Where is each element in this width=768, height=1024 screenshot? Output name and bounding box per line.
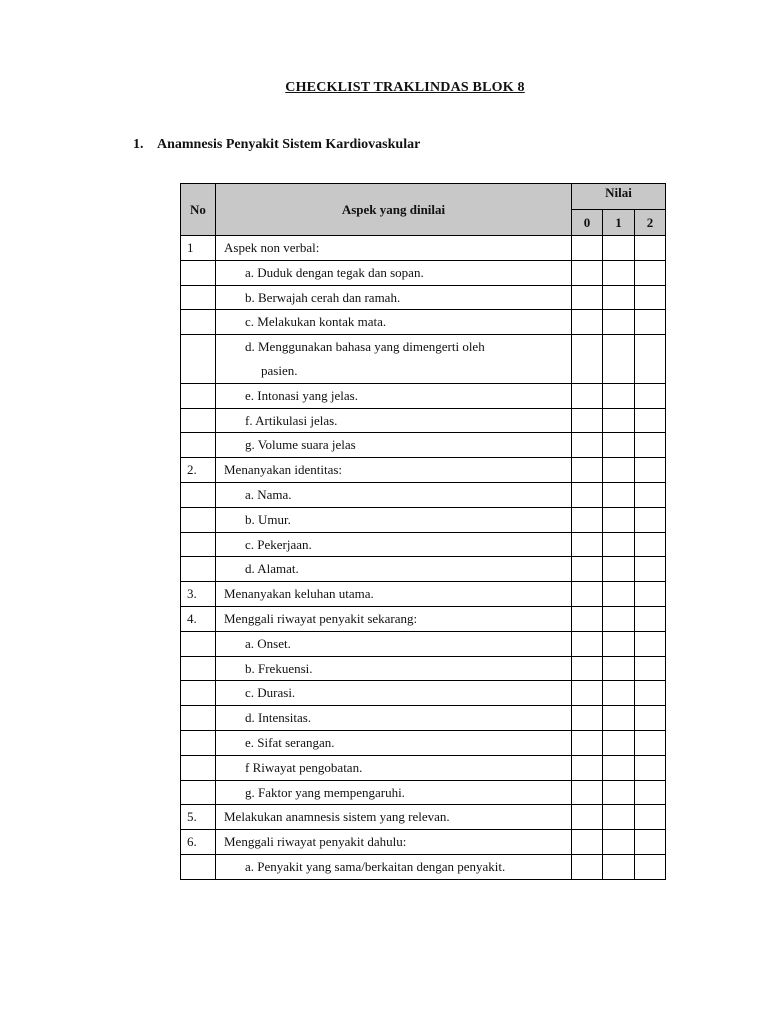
- row-aspek-text: Menanyakan keluhan utama.: [224, 586, 374, 602]
- row-number: [181, 383, 216, 408]
- row-aspek-text: Melakukan anamnesis sistem yang relevan.: [224, 809, 450, 825]
- row-aspek: [216, 310, 572, 335]
- row-aspek-text: Aspek non verbal:: [224, 240, 320, 255]
- score-cell-2[interactable]: [635, 458, 666, 483]
- row-aspek: [216, 507, 572, 532]
- row-aspek-text: a. Duduk dengan tegak dan sopan.: [245, 264, 424, 280]
- table-row: [181, 310, 666, 335]
- score-cell-0[interactable]: [572, 780, 603, 805]
- row-aspek: [216, 335, 572, 384]
- score-cell-1[interactable]: [603, 681, 635, 706]
- row-number: 4.: [181, 606, 216, 631]
- score-cell-0[interactable]: [572, 706, 603, 731]
- score-cell-2[interactable]: [635, 507, 666, 532]
- row-aspek: [216, 433, 572, 458]
- row-aspek: [216, 706, 572, 731]
- score-cell-2[interactable]: [635, 285, 666, 310]
- score-cell-2[interactable]: [635, 830, 666, 855]
- row-aspek-text: e. Intonasi yang jelas.: [245, 387, 358, 403]
- score-cell-0[interactable]: [572, 681, 603, 706]
- score-cell-0[interactable]: [572, 458, 603, 483]
- score-cell-1[interactable]: [603, 631, 635, 656]
- table-row: [181, 805, 666, 830]
- table-row: [181, 408, 666, 433]
- score-cell-1[interactable]: [603, 285, 635, 310]
- score-cell-0[interactable]: [572, 830, 603, 855]
- row-aspek: [216, 236, 572, 261]
- score-cell-0[interactable]: [572, 582, 603, 607]
- score-cell-1[interactable]: [603, 532, 635, 557]
- row-aspek-text: c. Durasi.: [245, 685, 296, 701]
- row-aspek-text: g. Faktor yang mempengaruhi.: [245, 784, 405, 800]
- row-number: [181, 706, 216, 731]
- score-cell-1[interactable]: [603, 780, 635, 805]
- row-number: [181, 408, 216, 433]
- table-row: [181, 606, 666, 631]
- section-title: Anamnesis Penyakit Sistem Kardiovaskular: [157, 137, 421, 152]
- table-row: [181, 656, 666, 681]
- score-cell-2[interactable]: [635, 582, 666, 607]
- header-score-2: 2: [635, 210, 666, 236]
- table-row: [181, 631, 666, 656]
- row-number: [181, 433, 216, 458]
- row-number: [181, 557, 216, 582]
- score-cell-1[interactable]: [603, 755, 635, 780]
- score-cell-1[interactable]: [603, 805, 635, 830]
- table-row: [181, 260, 666, 285]
- row-aspek-text: Menanyakan identitas:: [224, 462, 343, 478]
- row-aspek: [216, 755, 572, 780]
- table-row: [181, 507, 666, 532]
- row-aspek: [216, 681, 572, 706]
- row-aspek: [216, 730, 572, 755]
- score-cell-1[interactable]: [603, 606, 635, 631]
- score-cell-1[interactable]: [603, 408, 635, 433]
- row-number: [181, 285, 216, 310]
- score-cell-2[interactable]: [635, 260, 666, 285]
- score-cell-1[interactable]: [603, 458, 635, 483]
- score-cell-1[interactable]: [603, 582, 635, 607]
- score-cell-2[interactable]: [635, 656, 666, 681]
- score-cell-0[interactable]: [572, 606, 603, 631]
- score-cell-0[interactable]: [572, 335, 603, 384]
- row-aspek-text: f. Artikulasi jelas.: [245, 412, 338, 428]
- score-cell-0[interactable]: [572, 408, 603, 433]
- score-cell-1[interactable]: [603, 433, 635, 458]
- row-aspek-text: b. Frekuensi.: [245, 660, 313, 676]
- row-aspek-text: b. Berwajah cerah dan ramah.: [245, 289, 401, 305]
- score-cell-0[interactable]: [572, 310, 603, 335]
- score-cell-1[interactable]: [603, 730, 635, 755]
- score-cell-0[interactable]: [572, 557, 603, 582]
- score-cell-1[interactable]: [603, 260, 635, 285]
- row-number: [181, 482, 216, 507]
- table-row: [181, 335, 666, 384]
- score-cell-1[interactable]: [603, 706, 635, 731]
- table-row: [181, 681, 666, 706]
- score-cell-2[interactable]: [635, 408, 666, 433]
- row-number: [181, 631, 216, 656]
- row-aspek-text: a. Onset.: [245, 635, 291, 651]
- score-cell-0[interactable]: [572, 755, 603, 780]
- score-cell-2[interactable]: [635, 631, 666, 656]
- row-aspek: [216, 482, 572, 507]
- score-cell-2[interactable]: [635, 706, 666, 731]
- row-aspek: [216, 582, 572, 607]
- header-nilai: Nilai: [572, 184, 666, 210]
- row-aspek: [216, 532, 572, 557]
- score-cell-2[interactable]: [635, 557, 666, 582]
- score-cell-1[interactable]: [603, 854, 635, 879]
- score-cell-1[interactable]: [603, 482, 635, 507]
- row-number: 3.: [181, 582, 216, 607]
- row-number: [181, 730, 216, 755]
- score-cell-0[interactable]: [572, 260, 603, 285]
- checklist-table: [180, 183, 666, 880]
- row-aspek-text: d. Alamat.: [245, 561, 299, 577]
- row-aspek-text: b. Umur.: [245, 511, 291, 527]
- score-cell-2[interactable]: [635, 532, 666, 557]
- score-cell-2[interactable]: [635, 310, 666, 335]
- score-cell-2[interactable]: [635, 335, 666, 384]
- score-cell-1[interactable]: [603, 557, 635, 582]
- score-cell-1[interactable]: [603, 383, 635, 408]
- score-cell-0[interactable]: [572, 507, 603, 532]
- header-no: No: [181, 184, 216, 236]
- row-number: [181, 260, 216, 285]
- score-cell-2[interactable]: [635, 730, 666, 755]
- row-number: 6.: [181, 830, 216, 855]
- row-number: [181, 310, 216, 335]
- row-aspek-text: a. Penyakit yang sama/berkaitan dengan penyakit.: [245, 858, 506, 874]
- table-row: [181, 482, 666, 507]
- row-number: [181, 780, 216, 805]
- row-number: [181, 755, 216, 780]
- row-aspek: [216, 805, 572, 830]
- section-number: 1.: [133, 137, 144, 152]
- score-cell-2[interactable]: [635, 854, 666, 879]
- row-aspek-text: a. Nama.: [245, 486, 292, 502]
- row-aspek-text: d. Intensitas.: [245, 710, 312, 726]
- header-aspek: Aspek yang dinilai: [216, 184, 572, 236]
- row-aspek-continuation: pasien.: [261, 362, 298, 378]
- row-aspek: [216, 408, 572, 433]
- row-aspek-text: e. Sifat serangan.: [245, 734, 335, 750]
- table-row: [181, 236, 666, 261]
- row-aspek: [216, 656, 572, 681]
- score-cell-1[interactable]: [603, 656, 635, 681]
- score-cell-0[interactable]: [572, 482, 603, 507]
- row-number: [181, 854, 216, 879]
- table-row: [181, 557, 666, 582]
- score-cell-0[interactable]: [572, 236, 603, 261]
- score-cell-2[interactable]: [635, 482, 666, 507]
- table-row: [181, 706, 666, 731]
- checklist-rows: [181, 236, 666, 880]
- document-title: CHECKLIST TRAKLINDAS BLOK 8: [285, 80, 525, 95]
- score-cell-2[interactable]: [635, 681, 666, 706]
- score-cell-2[interactable]: [635, 236, 666, 261]
- row-aspek: [216, 780, 572, 805]
- score-cell-1[interactable]: [603, 310, 635, 335]
- row-number: [181, 681, 216, 706]
- header-score-1: 1: [603, 210, 635, 236]
- score-cell-0[interactable]: [572, 285, 603, 310]
- row-aspek: [216, 383, 572, 408]
- table-row: [181, 458, 666, 483]
- row-number: [181, 335, 216, 384]
- score-cell-0[interactable]: [572, 433, 603, 458]
- score-cell-0[interactable]: [572, 656, 603, 681]
- row-number: 1: [181, 236, 216, 261]
- row-aspek: [216, 606, 572, 631]
- score-cell-0[interactable]: [572, 854, 603, 879]
- score-cell-2[interactable]: [635, 606, 666, 631]
- row-aspek: [216, 260, 572, 285]
- table-row: [181, 730, 666, 755]
- score-cell-1[interactable]: [603, 830, 635, 855]
- table-row: [181, 433, 666, 458]
- row-aspek: [216, 285, 572, 310]
- row-aspek-text: g. Volume suara jelas: [245, 437, 356, 453]
- table-row: [181, 532, 666, 557]
- table-row: [181, 755, 666, 780]
- row-aspek-text: c. Melakukan kontak mata.: [245, 314, 387, 330]
- score-cell-2[interactable]: [635, 755, 666, 780]
- score-cell-2[interactable]: [635, 780, 666, 805]
- score-cell-2[interactable]: [635, 383, 666, 408]
- score-cell-2[interactable]: [635, 433, 666, 458]
- section-heading: [133, 137, 420, 153]
- row-aspek-text: Menggali riwayat penyakit dahulu:: [224, 834, 407, 850]
- score-cell-1[interactable]: [603, 335, 635, 384]
- table-row: [181, 780, 666, 805]
- header-score-0: 0: [572, 210, 603, 236]
- score-cell-0[interactable]: [572, 631, 603, 656]
- row-aspek: [216, 830, 572, 855]
- row-number: 2.: [181, 458, 216, 483]
- score-cell-2[interactable]: [635, 805, 666, 830]
- score-cell-0[interactable]: [572, 383, 603, 408]
- row-aspek: [216, 557, 572, 582]
- row-number: [181, 532, 216, 557]
- score-cell-1[interactable]: [603, 507, 635, 532]
- row-aspek: [216, 458, 572, 483]
- table-row: [181, 830, 666, 855]
- row-aspek-text: f Riwayat pengobatan.: [245, 759, 363, 775]
- table-row: [181, 285, 666, 310]
- row-number: 5.: [181, 805, 216, 830]
- row-aspek: [216, 854, 572, 879]
- table-row: [181, 582, 666, 607]
- row-number: [181, 656, 216, 681]
- score-cell-0[interactable]: [572, 805, 603, 830]
- row-aspek-text: Menggali riwayat penyakit sekarang:: [224, 610, 418, 626]
- score-cell-1[interactable]: [603, 236, 635, 261]
- score-cell-0[interactable]: [572, 730, 603, 755]
- row-aspek-text: c. Pekerjaan.: [245, 536, 312, 552]
- row-aspek-text: d. Menggunakan bahasa yang dimengerti oleh: [245, 339, 485, 355]
- table-row: [181, 383, 666, 408]
- row-aspek: [216, 631, 572, 656]
- table-row: [181, 854, 666, 879]
- score-cell-0[interactable]: [572, 532, 603, 557]
- row-number: [181, 507, 216, 532]
